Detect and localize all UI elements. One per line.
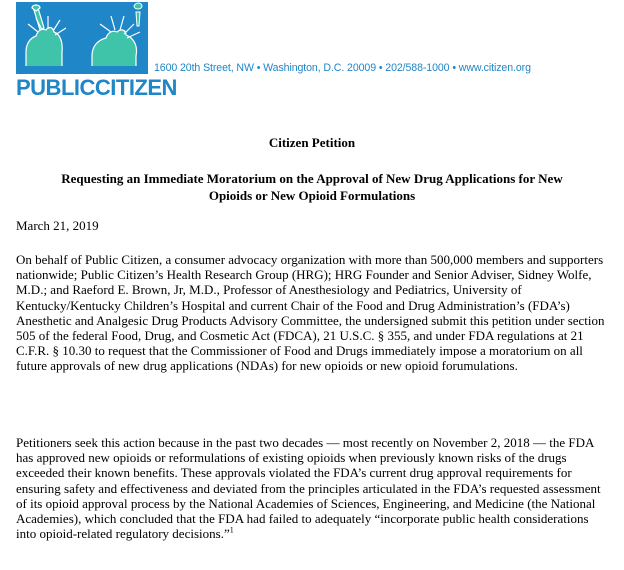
wordmark-citizen: CITIZEN bbox=[94, 75, 177, 100]
statue-of-liberty-logo-icon bbox=[16, 2, 148, 74]
document-subtitle: Requesting an Immediate Moratorium on the Approval of New Drug Applications for New Opioids or New Opioid Formulations bbox=[61, 171, 563, 203]
wordmark-public: PUBLIC bbox=[16, 75, 95, 100]
document-date: March 21, 2019 bbox=[16, 218, 99, 233]
document-title: Citizen Petition bbox=[268, 135, 356, 150]
org-wordmark bbox=[16, 74, 177, 102]
paragraph-2 bbox=[16, 435, 606, 541]
footnote-marker: 1 bbox=[229, 525, 234, 535]
letterhead-address: 1600 20th Street, NW • Washington, D.C. 20009 • 202/588-1000 • www.citizen.org bbox=[154, 62, 531, 74]
paragraph-1: On behalf of Public Citizen, a consumer advocacy organization with more than 500,000 members and supporters nationwide; Public Citizen’s Health Research Group (HRG); HRG Founder and Senior Adviser, Sidney Wolfe, M.D.; and Raeford E. Brown, Jr, M.D., Professor of Anesthesiology and Pediatrics, University of Kentucky/Kentucky Children’s Hospital and current Chair of the Food and Drug Administration’s (FDA’s) Anesthetic and Analgesic Drug Products Advisory Committee, the undersigned submit this petition under section 505 of the federal Food, Drug, and Cosmetic Act (FDCA), 21 U.S.C. § 355, and under FDA regulations at 21 C.F.R. § 10.30 to request that the Commissioner of Food and Drugs immediately impose a moratorium on all future approvals of new drug applications (NDAs) for new opioids or new opioid forumulations. bbox=[16, 252, 605, 374]
paragraph-2-text: Petitioners seek this action because in the past two decades — most recently on November 2, 2018 — the FDA has approved new opioids or reformulations of existing opioids when previously known risks of the drugs exceeded their known benefits. These approvals violated the FDA’s current drug approval requirements for ensuring safety and effectiveness and deviated from the principles articulated in the FDA’s requested assessment of its opioid approval process by the National Academies of Sciences, Engineering, and Medicine (the National Academies), which concluded that the FDA had failed to adequately “incorporate public health considerations into opioid-related regulatory decisions.” bbox=[16, 435, 601, 542]
letterhead bbox=[16, 2, 616, 102]
